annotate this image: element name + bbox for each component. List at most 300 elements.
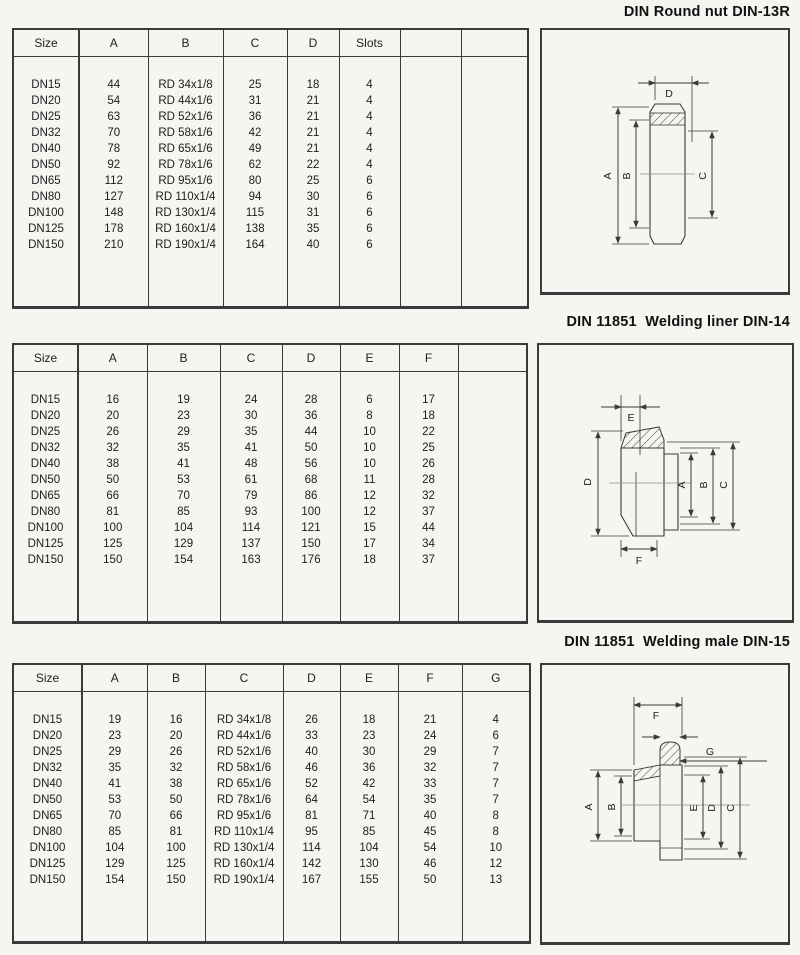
table-cell: 125: [78, 536, 147, 552]
table-cell: 33: [398, 776, 462, 792]
table-cell: DN150: [28, 238, 64, 251]
blank-cell: [13, 888, 82, 943]
table-cell: 44: [282, 424, 340, 440]
blank-cell: [339, 57, 400, 77]
table-cell: [458, 504, 527, 520]
table-cell: [458, 440, 527, 456]
blank-cell: [79, 253, 148, 308]
blank-cell: [13, 568, 78, 623]
table-cell: RD 190x1/4: [148, 237, 223, 253]
table-cell: 19: [82, 712, 147, 728]
blank-cell: [82, 692, 147, 712]
table-cell: 40: [287, 237, 339, 253]
table-cell: 127: [79, 189, 148, 205]
blank-cell: [340, 372, 399, 392]
blank-cell: [13, 692, 82, 712]
table-cell: DN25: [31, 110, 61, 123]
column-header: [400, 29, 461, 57]
table-cell: 32: [398, 760, 462, 776]
table-cell: 61: [220, 472, 282, 488]
blank-cell: [398, 692, 462, 712]
table-cell: 35: [287, 221, 339, 237]
table-cell: [400, 221, 461, 237]
table-cell: DN50: [31, 158, 61, 171]
table-cell: 29: [147, 424, 220, 440]
column-header: E: [340, 664, 398, 692]
table-cell: 4: [462, 712, 530, 728]
table-cell: 62: [223, 157, 287, 173]
blank-cell: [147, 888, 205, 943]
table-cell: 154: [147, 552, 220, 568]
table-row: [13, 824, 530, 840]
table-row: [13, 93, 528, 109]
table-cell: 155: [340, 872, 398, 888]
table-row: [13, 77, 528, 93]
column-header: C: [223, 29, 287, 57]
blank-row: [13, 253, 528, 308]
table-cell: 150: [282, 536, 340, 552]
table-cell: 20: [78, 408, 147, 424]
table-cell: 121: [282, 520, 340, 536]
blank-cell: [340, 568, 399, 623]
table-cell: 53: [82, 792, 147, 808]
dim-label-d: D: [582, 478, 594, 486]
blank-cell: [78, 372, 147, 392]
table-cell: 19: [147, 392, 220, 408]
table-cell: 6: [462, 728, 530, 744]
round-nut-spec-table: [12, 28, 529, 309]
table-row: [13, 840, 530, 856]
table-cell: 32: [399, 488, 458, 504]
table-cell: [461, 189, 528, 205]
blank-cell: [148, 253, 223, 308]
table-row: [13, 157, 528, 173]
table-cell: 125: [147, 856, 205, 872]
table-cell: 63: [79, 109, 148, 125]
table-row: [13, 856, 530, 872]
blank-cell: [400, 253, 461, 308]
table-cell: 17: [340, 536, 399, 552]
blank-cell: [82, 888, 147, 943]
table-cell: 66: [147, 808, 205, 824]
table-cell: 66: [78, 488, 147, 504]
round-nut-diagram-panel: [540, 28, 790, 295]
column-header: D: [283, 664, 340, 692]
blank-row: [13, 692, 530, 712]
table-cell: 130: [340, 856, 398, 872]
table-cell: 8: [462, 824, 530, 840]
table-cell: [458, 392, 527, 408]
blank-cell: [13, 253, 79, 308]
table-row: [13, 728, 530, 744]
blank-row: [13, 888, 530, 943]
table-cell: 4: [339, 157, 400, 173]
table-cell: 54: [340, 792, 398, 808]
table-cell: 12: [340, 504, 399, 520]
column-header: B: [148, 29, 223, 57]
table-row: [13, 392, 527, 408]
blank-cell: [220, 372, 282, 392]
blank-row: [13, 57, 528, 77]
table-cell: 6: [339, 221, 400, 237]
table-cell: 36: [282, 408, 340, 424]
blank-cell: [282, 568, 340, 623]
table-row: [13, 424, 527, 440]
table-cell: 137: [220, 536, 282, 552]
table-cell: DN50: [32, 793, 63, 806]
table-cell: 25: [287, 173, 339, 189]
table-cell: [461, 173, 528, 189]
dim-label-a: A: [676, 481, 688, 489]
table-cell: 54: [79, 93, 148, 109]
table-cell: [458, 536, 527, 552]
column-header: B: [147, 344, 220, 372]
table-cell: RD 160x1/4: [205, 856, 283, 872]
column-header: F: [398, 664, 462, 692]
table-cell: 31: [223, 93, 287, 109]
column-header: E: [340, 344, 399, 372]
table-cell: [461, 157, 528, 173]
table-row: [13, 408, 527, 424]
table-cell: RD 58x1/6: [148, 125, 223, 141]
column-header: Size: [13, 29, 79, 57]
table-cell: DN100: [29, 841, 66, 854]
header-row: [13, 664, 530, 692]
table-cell: 24: [398, 728, 462, 744]
dim-label-a: A: [583, 803, 595, 811]
table-cell: 81: [78, 504, 147, 520]
table-cell: 210: [79, 237, 148, 253]
table-cell: [400, 125, 461, 141]
table-cell: 80: [223, 173, 287, 189]
table-cell: DN20: [30, 409, 61, 422]
table-cell: 6: [339, 173, 400, 189]
blank-cell: [223, 57, 287, 77]
table-cell: [458, 408, 527, 424]
table-cell: 8: [462, 808, 530, 824]
table-cell: 85: [147, 504, 220, 520]
table-cell: 32: [147, 760, 205, 776]
table-row: [13, 808, 530, 824]
blank-cell: [462, 888, 530, 943]
table-cell: 104: [340, 840, 398, 856]
table-cell: 36: [340, 760, 398, 776]
blank-cell: [340, 888, 398, 943]
table-cell: 10: [340, 456, 399, 472]
table-row: [13, 237, 528, 253]
table-row: [13, 776, 530, 792]
table-cell: 18: [287, 77, 339, 93]
column-header: Size: [13, 664, 82, 692]
table-cell: 34: [399, 536, 458, 552]
table-cell: 81: [283, 808, 340, 824]
table-cell: [458, 488, 527, 504]
blank-cell: [147, 568, 220, 623]
table-cell: 85: [82, 824, 147, 840]
table-cell: [400, 141, 461, 157]
table-cell: 70: [79, 125, 148, 141]
table-cell: 104: [82, 840, 147, 856]
table-cell: 17: [399, 392, 458, 408]
column-header: A: [78, 344, 147, 372]
blank-row: [13, 372, 527, 392]
table-cell: 7: [462, 776, 530, 792]
column-header: D: [282, 344, 340, 372]
blank-cell: [220, 568, 282, 623]
table-cell: RD 78x1/6: [205, 792, 283, 808]
table-cell: DN65: [31, 174, 61, 187]
table-cell: DN32: [30, 441, 61, 454]
table-cell: 92: [79, 157, 148, 173]
table-cell: 70: [147, 488, 220, 504]
table-row: [13, 472, 527, 488]
table-cell: 53: [147, 472, 220, 488]
table-cell: 40: [283, 744, 340, 760]
blank-cell: [13, 372, 78, 392]
blank-cell: [147, 692, 205, 712]
table-cell: 30: [340, 744, 398, 760]
table-row: [13, 504, 527, 520]
table-cell: DN32: [32, 761, 63, 774]
table-cell: 114: [220, 520, 282, 536]
column-header: G: [462, 664, 530, 692]
table-cell: 94: [223, 189, 287, 205]
table-row: [13, 536, 527, 552]
table-cell: 50: [282, 440, 340, 456]
table-cell: 21: [398, 712, 462, 728]
column-header: [461, 29, 528, 57]
table-cell: 4: [339, 77, 400, 93]
table-cell: [400, 93, 461, 109]
table-cell: 41: [82, 776, 147, 792]
table-cell: [458, 520, 527, 536]
table-cell: 10: [340, 440, 399, 456]
table-cell: [461, 141, 528, 157]
table-cell: 12: [340, 488, 399, 504]
blank-cell: [287, 57, 339, 77]
table-cell: [400, 189, 461, 205]
table-cell: 148: [79, 205, 148, 221]
blank-cell: [148, 57, 223, 77]
table-cell: 176: [282, 552, 340, 568]
blank-cell: [462, 692, 530, 712]
table-cell: [461, 109, 528, 125]
blank-cell: [283, 692, 340, 712]
table-row: [13, 141, 528, 157]
blank-cell: [13, 57, 79, 77]
dim-label-e: E: [688, 804, 700, 812]
table-cell: 100: [78, 520, 147, 536]
table-cell: DN40: [31, 142, 61, 155]
welding-male-diagram-panel: [540, 663, 790, 945]
table-cell: 41: [147, 456, 220, 472]
column-header: A: [82, 664, 147, 692]
blank-cell: [461, 57, 528, 77]
table-row: [13, 712, 530, 728]
blank-cell: [399, 372, 458, 392]
table-cell: 21: [287, 141, 339, 157]
table-cell: DN20: [32, 729, 63, 742]
blank-cell: [458, 372, 527, 392]
table-cell: 16: [78, 392, 147, 408]
dim-label-c: C: [725, 804, 737, 812]
table-cell: 86: [282, 488, 340, 504]
table-cell: 35: [398, 792, 462, 808]
table-cell: [400, 205, 461, 221]
table-cell: 18: [340, 712, 398, 728]
table-row: [13, 189, 528, 205]
table-cell: 154: [82, 872, 147, 888]
blank-cell: [223, 253, 287, 308]
table-cell: DN100: [28, 206, 64, 219]
table-cell: RD 34x1/8: [205, 712, 283, 728]
blank-cell: [340, 692, 398, 712]
column-header: Size: [13, 344, 78, 372]
table-cell: 6: [339, 237, 400, 253]
table-cell: 50: [147, 792, 205, 808]
dim-label-d: D: [665, 88, 673, 100]
table-cell: DN125: [27, 537, 64, 550]
table-cell: [461, 93, 528, 109]
table-cell: 37: [399, 504, 458, 520]
table-cell: 129: [147, 536, 220, 552]
table-row: [13, 173, 528, 189]
table-cell: 45: [398, 824, 462, 840]
column-header: C: [220, 344, 282, 372]
table-cell: 4: [339, 141, 400, 157]
column-header: [458, 344, 527, 372]
dim-label-b: B: [621, 172, 633, 180]
table-cell: DN40: [30, 457, 61, 470]
dim-label-f: F: [635, 555, 643, 567]
column-header: F: [399, 344, 458, 372]
blank-cell: [287, 253, 339, 308]
table-cell: [400, 77, 461, 93]
table-cell: 6: [339, 205, 400, 221]
table-cell: 18: [340, 552, 399, 568]
table-cell: 8: [340, 408, 399, 424]
dim-label-f: F: [652, 710, 660, 722]
table-cell: [461, 77, 528, 93]
table-cell: [461, 205, 528, 221]
table-cell: RD 44x1/6: [148, 93, 223, 109]
table-cell: [461, 237, 528, 253]
table-row: [13, 872, 530, 888]
table-cell: 28: [399, 472, 458, 488]
table-cell: DN50: [30, 473, 61, 486]
table-row: [13, 792, 530, 808]
table-cell: 21: [287, 93, 339, 109]
table-row: [13, 109, 528, 125]
table-cell: DN125: [29, 857, 66, 870]
table-row: [13, 440, 527, 456]
table-cell: 26: [283, 712, 340, 728]
table-cell: 178: [79, 221, 148, 237]
dim-label-b: B: [606, 803, 618, 811]
blank-cell: [147, 372, 220, 392]
table-cell: RD 65x1/6: [148, 141, 223, 157]
table-cell: [458, 552, 527, 568]
table-cell: DN32: [31, 126, 61, 139]
table-cell: 16: [147, 712, 205, 728]
table-cell: DN15: [30, 393, 61, 406]
table-cell: DN25: [32, 745, 63, 758]
table-cell: 11: [340, 472, 399, 488]
table-cell: DN20: [31, 94, 61, 107]
table-cell: 70: [82, 808, 147, 824]
blank-cell: [78, 568, 147, 623]
table-cell: 37: [399, 552, 458, 568]
table-cell: 35: [82, 760, 147, 776]
table-cell: 41: [220, 440, 282, 456]
table-cell: 23: [147, 408, 220, 424]
table-cell: 6: [340, 392, 399, 408]
table-cell: 46: [398, 856, 462, 872]
table-cell: RD 95x1/6: [148, 173, 223, 189]
table-row: [13, 744, 530, 760]
table-cell: 38: [147, 776, 205, 792]
table-cell: [458, 424, 527, 440]
table-cell: 112: [79, 173, 148, 189]
dim-label-c: C: [697, 172, 709, 180]
dim-label-c: C: [718, 481, 730, 489]
table-cell: 23: [82, 728, 147, 744]
table-cell: [400, 173, 461, 189]
table-cell: RD 130x1/4: [148, 205, 223, 221]
table-cell: 30: [287, 189, 339, 205]
table-row: [13, 456, 527, 472]
table-cell: DN65: [30, 489, 61, 502]
table-cell: 22: [287, 157, 339, 173]
dim-label-a: A: [602, 172, 614, 180]
table-row: [13, 552, 527, 568]
table-cell: 129: [82, 856, 147, 872]
table-cell: DN15: [32, 713, 63, 726]
table-cell: 25: [399, 440, 458, 456]
table-cell: 104: [147, 520, 220, 536]
table-cell: DN80: [32, 825, 63, 838]
table-cell: 18: [399, 408, 458, 424]
table-cell: 35: [147, 440, 220, 456]
blank-cell: [400, 57, 461, 77]
table-row: [13, 760, 530, 776]
table-cell: 150: [147, 872, 205, 888]
table-cell: 50: [78, 472, 147, 488]
table-cell: 44: [399, 520, 458, 536]
table-cell: DN15: [31, 78, 61, 91]
table-cell: RD 190x1/4: [205, 872, 283, 888]
table-cell: 81: [147, 824, 205, 840]
table-cell: 7: [462, 744, 530, 760]
round-nut-technical-drawing: [542, 30, 788, 292]
table-cell: 85: [340, 824, 398, 840]
table-cell: RD 130x1/4: [205, 840, 283, 856]
table-row: [13, 520, 527, 536]
blank-cell: [399, 568, 458, 623]
table-cell: 10: [462, 840, 530, 856]
blank-cell: [398, 888, 462, 943]
blank-cell: [283, 888, 340, 943]
table-cell: 56: [282, 456, 340, 472]
table-cell: 26: [78, 424, 147, 440]
blank-cell: [339, 253, 400, 308]
column-header: C: [205, 664, 283, 692]
table-cell: 79: [220, 488, 282, 504]
table-row: [13, 205, 528, 221]
column-header: A: [79, 29, 148, 57]
blank-row: [13, 568, 527, 623]
table-cell: 42: [223, 125, 287, 141]
